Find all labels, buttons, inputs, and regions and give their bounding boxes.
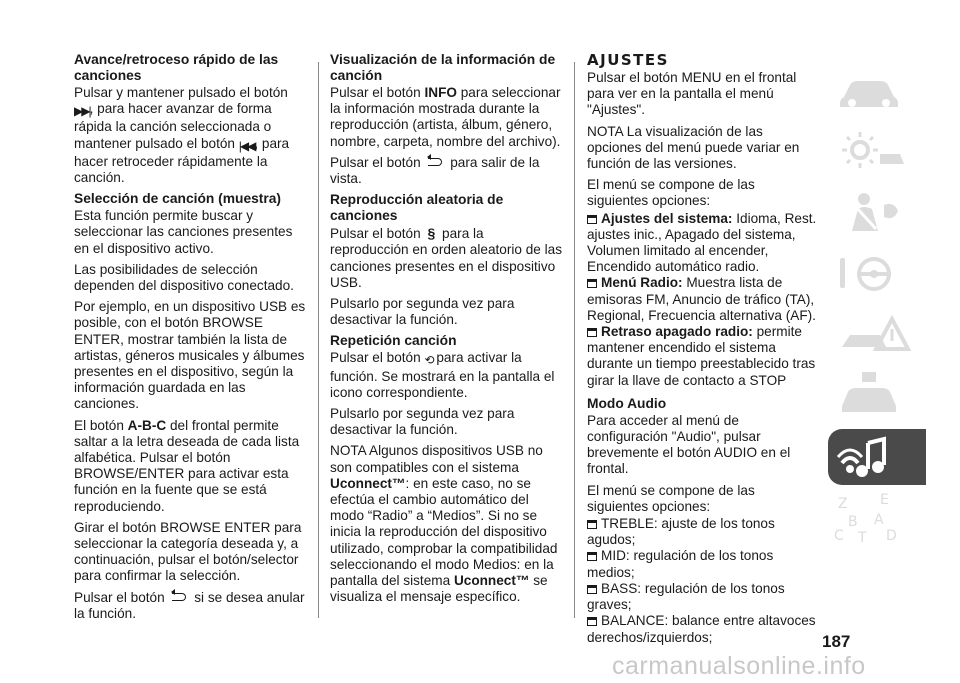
tab-multimedia[interactable]: [828, 429, 926, 485]
list-item: Menú Radio: Muestra lista de emisoras FM, Anuncio de tráfico (TA), Regional, Frecuencia alternativa (AF).: [587, 275, 816, 323]
paragraph-note-versions: NOTA La visualización de las opciones del menú puede variar en función de las versiones.: [587, 123, 800, 172]
paragraph-fast-forward: Pulsar y mantener pulsado el botón ▶▶|, para hacer avanzar de forma rápida la canción seleccionada o mantener pulsado el botón |◀◀, para hacer retroceder rápidamente la canción.: [74, 85, 290, 186]
warning-crash-icon: [828, 307, 926, 363]
brand-uconnect: Uconnect™: [330, 475, 406, 491]
tab-service[interactable]: [828, 368, 926, 424]
bullet-icon: [587, 215, 597, 224]
paragraph-song-selection-3: Por ejemplo, en un dispositivo USB es posible, con el botón BROWSE ENTER, mostrar también la lista de artistas, géneros musicales y álbumes presentes en el dispositivo, según la información guardada en las canciones.: [74, 299, 306, 412]
audio-options-list: [587, 516, 819, 646]
index-letter: Z: [838, 496, 848, 512]
alphabet-index-icon: [828, 490, 926, 546]
bullet-icon: [587, 328, 597, 337]
bullet-icon: [587, 279, 597, 288]
watermark: carmanualsonline.info: [612, 652, 866, 680]
list-item: TREBLE: ajuste de los tonos agudos;: [587, 516, 775, 548]
page-number: 187: [822, 632, 851, 651]
repeat-icon: ⟲: [424, 353, 433, 368]
info-key-label: INFO: [424, 85, 457, 100]
bullet-icon: [587, 520, 597, 529]
abc-key-label: A-B-C: [127, 417, 167, 433]
rewind-icon: |◀◀: [238, 138, 255, 153]
tab-lights[interactable]: [828, 124, 926, 180]
index-letter: D: [886, 528, 897, 544]
tab-emergency[interactable]: [828, 307, 926, 363]
service-car-icon: [828, 368, 926, 424]
tab-driving[interactable]: [828, 246, 926, 302]
paragraph-shuffle-off: Pulsarlo por segunda vez para desactivar la función.: [330, 296, 515, 328]
paragraph-song-selection-1: Esta función permite buscar y seleccionar las canciones presentes en el dispositivo activo.: [74, 208, 293, 256]
column-2: [330, 52, 562, 610]
paragraph-menu-options: El menú se compone de las siguientes opciones:: [587, 177, 755, 209]
column-divider-2: [574, 62, 575, 618]
car-dashboard-icon: [828, 63, 926, 119]
paragraph-shuffle: Pulsar el botón § para la reproducción en orden aleatorio de las canciones presentes en el dispositivo USB.: [330, 225, 563, 290]
index-letter: T: [858, 530, 867, 546]
paragraph-repeat-off: Pulsarlo por segunda vez para desactivar la función.: [330, 406, 515, 438]
tab-dashboard[interactable]: [828, 63, 926, 119]
paragraph-repeat: Pulsar el botón ⟲ para activar la función. Se mostrará en la pantalla el icono correspondiente.: [330, 350, 555, 400]
paragraph-cancel: Pulsar el botón si se desea anular la función.: [74, 589, 305, 621]
fast-forward-icon: ▶▶|: [74, 104, 90, 119]
paragraph-menu-button: Pulsar el botón MENU en el frontal para ver en la pantalla el menú "Ajustes".: [587, 70, 797, 118]
bullet-icon: [587, 585, 597, 594]
paragraph-exit-view: Pulsar el botón para salir de la vista.: [330, 154, 540, 187]
chapter-tabs: [828, 63, 926, 551]
section-title-ajustes: AJUSTES: [587, 51, 669, 69]
heading-song-info: Visualización de la información de canción: [330, 52, 556, 83]
paragraph-info-button: Pulsar el botón INFO para seleccionar la información mostrada durante la reproducción (artista, álbum, género, nombre, carpeta, nombre del archivo).: [330, 85, 561, 149]
list-item: Retraso apagado radio: permite mantener encendido el sistema durante un tiempo preestablecido tras girar la llave de contacto a STOP: [587, 324, 816, 388]
back-icon: [428, 158, 442, 166]
seatbelt-airbag-icon: [828, 185, 926, 241]
multimedia-music-icon: [828, 429, 926, 485]
paragraph-audio-menu: Para acceder al menú de configuración "Audio", pulsar brevemente el botón AUDIO en el frontal.: [587, 412, 791, 477]
column-divider-1: [318, 62, 319, 618]
bullet-icon: [587, 552, 597, 561]
back-icon: [172, 593, 186, 601]
heading-repeat: Repetición canción: [330, 333, 457, 349]
paragraph-audio-options: El menú se compone de las siguientes opciones:: [587, 482, 755, 514]
column-1: [74, 52, 306, 627]
paragraph-abc-button: El botón A-B-C del frontal permite saltar a la letra deseada de cada lista alfabética. Pulsar el botón BROWSE/ENTER para activar esta función en la fuente que se está reproduciendo.: [74, 417, 300, 514]
bullet-icon: [587, 617, 597, 626]
tab-index[interactable]: [828, 490, 926, 546]
list-item: BASS: regulación de los tonos graves;: [587, 580, 785, 613]
heading-shuffle: Reproducción aleatoria de canciones: [330, 192, 504, 224]
index-letter: A: [874, 512, 884, 528]
paragraph-browse-enter: Girar el botón BROWSE ENTER para seleccionar la categoría deseada y, a continuación, pulsar el botón/selector para confirmar la selección.: [74, 519, 302, 584]
index-letter: E: [880, 492, 889, 508]
lights-sun-icon: [828, 124, 926, 180]
brand-uconnect-2: Uconnect™: [453, 573, 530, 589]
heading-audio-mode: Modo Audio: [587, 395, 667, 411]
list-item: MID: regulación de los tonos medios;: [587, 548, 774, 580]
heading-song-selection: Selección de canción (muestra): [74, 191, 282, 207]
paragraph-note-usb: NOTA Algunos dispositivos USB no son compatibles con el sistema Uconnect™: en este caso, no se efectúa el cambio automático del modo “Radio” a “Medios”. Si no se inicia la reproducción del dispositivo utilizado, comprobar la compatibilidad seleccionando el modo Medios: en la pantalla del sistema Uconnect™ se visualiza el mensaje específico.: [330, 443, 558, 605]
list-item: BALANCE: balance entre altavoces derechos/izquierdos;: [587, 613, 816, 645]
tab-safety[interactable]: [828, 185, 926, 241]
column-3: [587, 52, 819, 646]
steering-wheel-tools-icon: [828, 246, 926, 302]
index-letter: B: [848, 514, 858, 530]
heading-fast-forward: Avance/retroceso rápido de las canciones: [74, 52, 279, 83]
shuffle-icon: §: [427, 225, 436, 242]
paragraph-song-selection-2: Las posibilidades de selección dependen del dispositivo conectado.: [74, 261, 294, 294]
list-item: Ajustes del sistema: Idioma, Rest. ajustes inic., Apagado del sistema, Volumen limitado al encender, Encendido automático radio.: [587, 210, 817, 275]
index-letter: C: [834, 528, 844, 544]
settings-options-list: [587, 211, 819, 389]
